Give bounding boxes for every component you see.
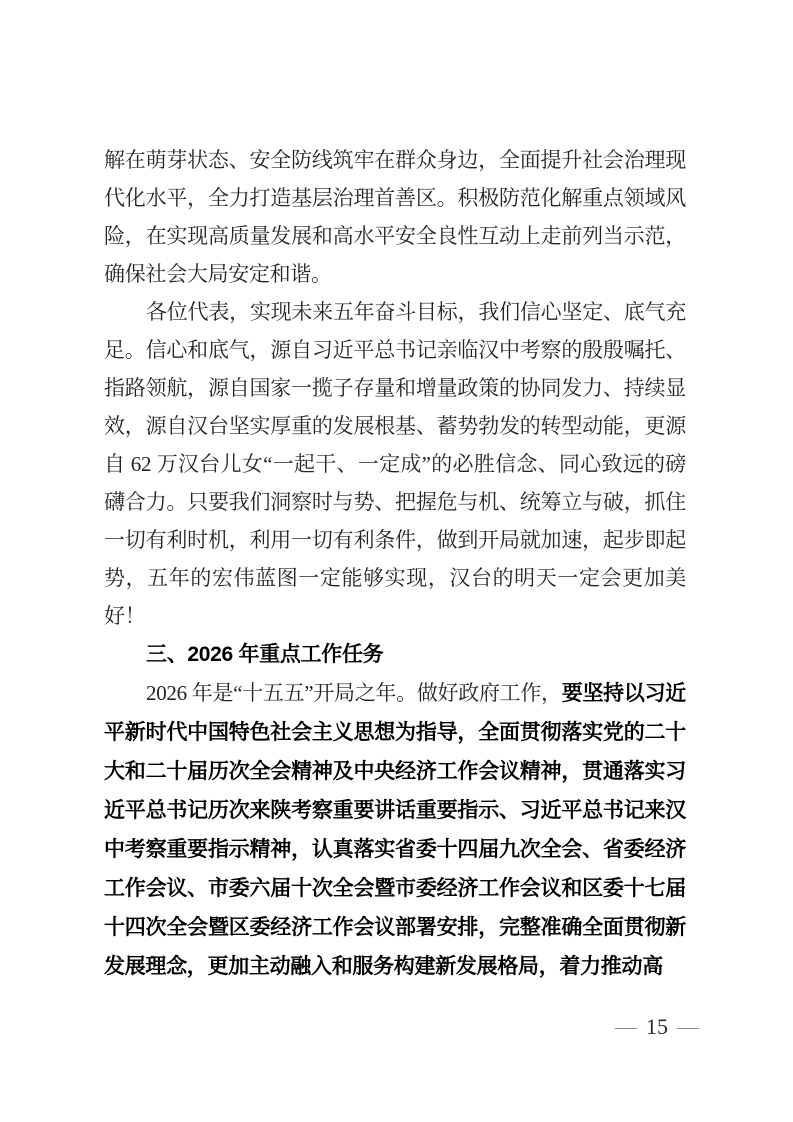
bold-text-run: 要坚持以习近平新时代中国特色社会主义思想为指导，全面贯彻落实党的二十大和二十届历次全会精神及中央经济工作会议精神，贯通落实习近平总书记历次来陕考察重要讲话重要指示、习近平总书记来汉中考察重要指示精神，认真落实省委十四届九次全会、省委经济工作会议、市委六届十次全会暨市委经济工作会议和区委十七届十四次全会暨区委经济工作会议部署安排，完整准确全面贯彻新发展理念，更加主动融入和服务构建新发展格局，着力推动高 [104,682,686,978]
footer-dash-right: — [677,1015,699,1038]
bold-text-run: 三、2026 年重点工作任务 [146,643,384,666]
document-body [104,141,686,986]
text-run: 解在萌芽状态、安全防线筑牢在群众身边，全面提升社会治理现代化水平，全力打造基层治理首善区。积极防范化解重点领域风险，在实现高质量发展和高水平安全良性互动上走前列当示范，确保社会大局安定和谐。 [104,148,686,286]
paragraph [104,293,686,635]
section-heading [104,635,686,674]
paragraph [104,141,686,293]
page-number: 15 [646,1014,668,1039]
paragraph [104,674,686,986]
footer-dash-left: — [615,1015,637,1038]
text-run: 2026 年是“十五五”开局之年。做好政府工作， [146,681,562,705]
text-run: 各位代表，实现未来五年奋斗目标，我们信心坚定、底气充足。信心和底气，源自习近平总书记亲临汉中考察的殷殷嘱托、指路领航，源自国家一揽子存量和增量政策的协同发力、持续显效，源自汉台坚实厚重的发展根基、蓄势勃发的转型动能，更源自 62 万汉台儿女“一起干、一定成”的必胜信念、同心致远的磅礴合力。只要我们洞察时与势、把握危与机、统筹立与破，抓住一切有利时机，利用一切有利条件，做到开局就加速，起步即起势，五年的宏伟蓝图一定能够实现，汉台的明天一定会更加美好！ [104,300,686,628]
page-footer [615,1013,699,1041]
